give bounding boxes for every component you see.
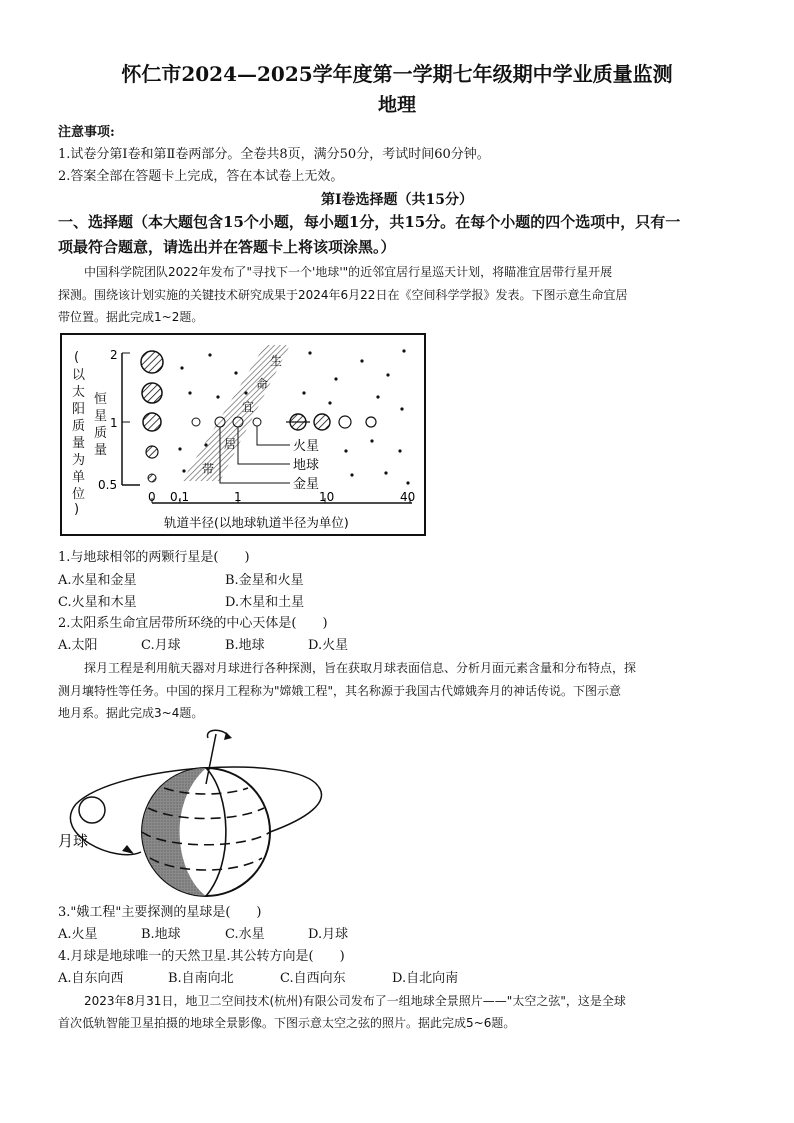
svg-text:宜: 宜 <box>242 400 255 414</box>
y-axis-title-char: ( <box>74 350 80 365</box>
q1-option-b[interactable]: B.金星和火星 <box>225 573 304 588</box>
y-axis-title-char: 量 <box>72 436 86 451</box>
part1-title: 第Ⅰ卷选择题（共15分） <box>320 192 474 208</box>
y-axis-title-char: 质 <box>72 419 86 434</box>
svg-text:恒: 恒 <box>94 392 108 407</box>
x-tick-label: 1 <box>234 490 242 504</box>
y-tick-label: 2 <box>110 348 118 362</box>
label-mars: 火星 <box>293 439 320 454</box>
q1-option-c[interactable]: C.火星和木星 <box>58 595 137 610</box>
star-marker <box>141 351 163 373</box>
svg-text:量: 量 <box>94 443 108 458</box>
x-axis-title: 轨道半径(以地球轨道半径为单位) <box>164 515 349 530</box>
svg-text:居: 居 <box>224 437 237 451</box>
y-axis-title-char: 位 <box>72 487 86 502</box>
exam-title: 怀仁市2024—2025学年度第一学期七年级期中学业质量监测 <box>121 62 673 86</box>
passage1-line1: 中国科学院团队2022年发布了"寻找下一个'地球'"的近邻宜居行星巡天计划，将瞄准宜居带行星开展 <box>84 265 613 279</box>
q3-option-a[interactable]: A.火星 <box>58 927 98 942</box>
q4-option-c[interactable]: C.自西向东 <box>280 971 346 986</box>
svg-text:生: 生 <box>270 354 283 368</box>
q4-option-a[interactable]: A.自东向西 <box>58 971 124 986</box>
orbit-arrow <box>122 845 134 854</box>
y-axis-title-char: 为 <box>72 453 86 468</box>
q4-option-b[interactable]: B.自南向北 <box>168 971 234 986</box>
svg-text:质: 质 <box>94 426 108 441</box>
y-axis-title <box>72 350 86 517</box>
q4-option-d[interactable]: D.自北向南 <box>392 971 459 986</box>
star-marker <box>146 446 158 458</box>
label-earth: 地球 <box>293 458 320 473</box>
passage2-line1: 探月工程是利用航天器对月球进行各种探测，旨在获取月球表面信息、分析月面元素含量和分布特点，探 <box>84 661 637 675</box>
star-marker <box>142 383 162 403</box>
star-marker <box>148 474 156 482</box>
question-3-stem: 3."娥工程"主要探测的星球是( ) <box>58 905 262 920</box>
q3-option-c[interactable]: C.水星 <box>225 927 265 942</box>
section-instruction-1: 一、选择题（本大题包含15个小题，每小题1分，共15分。在每个小题的四个选项中，只有一 <box>58 213 681 231</box>
q3-option-b[interactable]: B.地球 <box>141 927 181 942</box>
passage1-line3: 带位置。据此完成1~2题。 <box>58 310 204 324</box>
notice-item-1: 1.试卷分第Ⅰ卷和第Ⅱ卷两部分。全卷共8页，满分50分，考试时间60分钟。 <box>58 147 490 162</box>
x-tick-label: 0.1 <box>170 490 190 504</box>
passage2-line3: 地月系。据此完成3~4题。 <box>58 706 204 720</box>
earth-moon-system-figure <box>56 724 336 899</box>
subject-title: 地理 <box>377 94 416 116</box>
svg-text:星: 星 <box>94 409 108 424</box>
x-tick-label: 0 <box>148 490 156 504</box>
svg-text:带: 带 <box>202 462 215 476</box>
planet-marker <box>314 414 330 430</box>
star-marker <box>143 413 161 431</box>
question-4-stem: 4.月球是地球唯一的天然卫星.其公转方向是( ) <box>58 949 345 964</box>
q3-option-d[interactable]: D.月球 <box>308 927 349 942</box>
y-axis-title-char: ) <box>74 502 80 517</box>
moon <box>79 797 105 823</box>
y-axis-title-char: 单 <box>72 470 86 485</box>
question-1-stem: 1.与地球相邻的两颗行星是( ) <box>58 550 250 565</box>
x-tick-label: 40 <box>400 490 416 504</box>
svg-text:命: 命 <box>256 377 269 391</box>
notice-heading: 注意事项: <box>58 125 115 140</box>
q2-option-a[interactable]: A.太阳 <box>58 638 98 653</box>
notice-item-2: 2.答案全部在答题卡上完成，答在本试卷上无效。 <box>58 169 344 184</box>
y-axis-title-char: 阳 <box>72 402 86 417</box>
moon-label: 月球 <box>58 832 89 850</box>
q2-option-b[interactable]: B.地球 <box>225 638 265 653</box>
question-2-stem: 2.太阳系生命宜居带所环绕的中心天体是( ) <box>58 616 328 631</box>
q1-option-d[interactable]: D.木星和土星 <box>225 595 305 610</box>
passage3-line1: 2023年8月31日，地卫二空间技术(杭州)有限公司发布了一组地球全景照片——"太空之弦"，这是全球 <box>84 994 626 1008</box>
q2-option-c[interactable]: C.月球 <box>141 638 181 653</box>
passage2-line2: 测月壤特性等任务。中国的探月工程称为"嫦娥工程"，其名称源于我国古代嫦娥奔月的神话传说。下图示意 <box>58 684 622 698</box>
x-tick-label: 10 <box>319 490 335 504</box>
q1-option-a[interactable]: A.水星和金星 <box>58 573 137 588</box>
y-tick-label: 0.5 <box>98 478 118 492</box>
q2-option-d[interactable]: D.火星 <box>308 638 349 653</box>
passage1-line2: 探测。围绕该计划实施的关键技术研究成果于2024年6月22日在《空间科学学报》发表。下图示意生命宜居 <box>58 288 628 302</box>
habitable-zone-figure <box>60 333 426 536</box>
y-tick-label: 1 <box>110 416 118 430</box>
label-venus: 金星 <box>293 477 320 492</box>
y-axis-title-char: 以 <box>72 368 86 383</box>
y-axis-title-char: 太 <box>72 385 86 400</box>
passage3-line2: 首次低轨智能卫星拍摄的地球全景影像。下图示意太空之弦的照片。据此完成5~6题。 <box>58 1016 516 1030</box>
section-instruction-2: 项最符合题意，请选出并在答题卡上将该项涂黑。） <box>58 238 396 256</box>
